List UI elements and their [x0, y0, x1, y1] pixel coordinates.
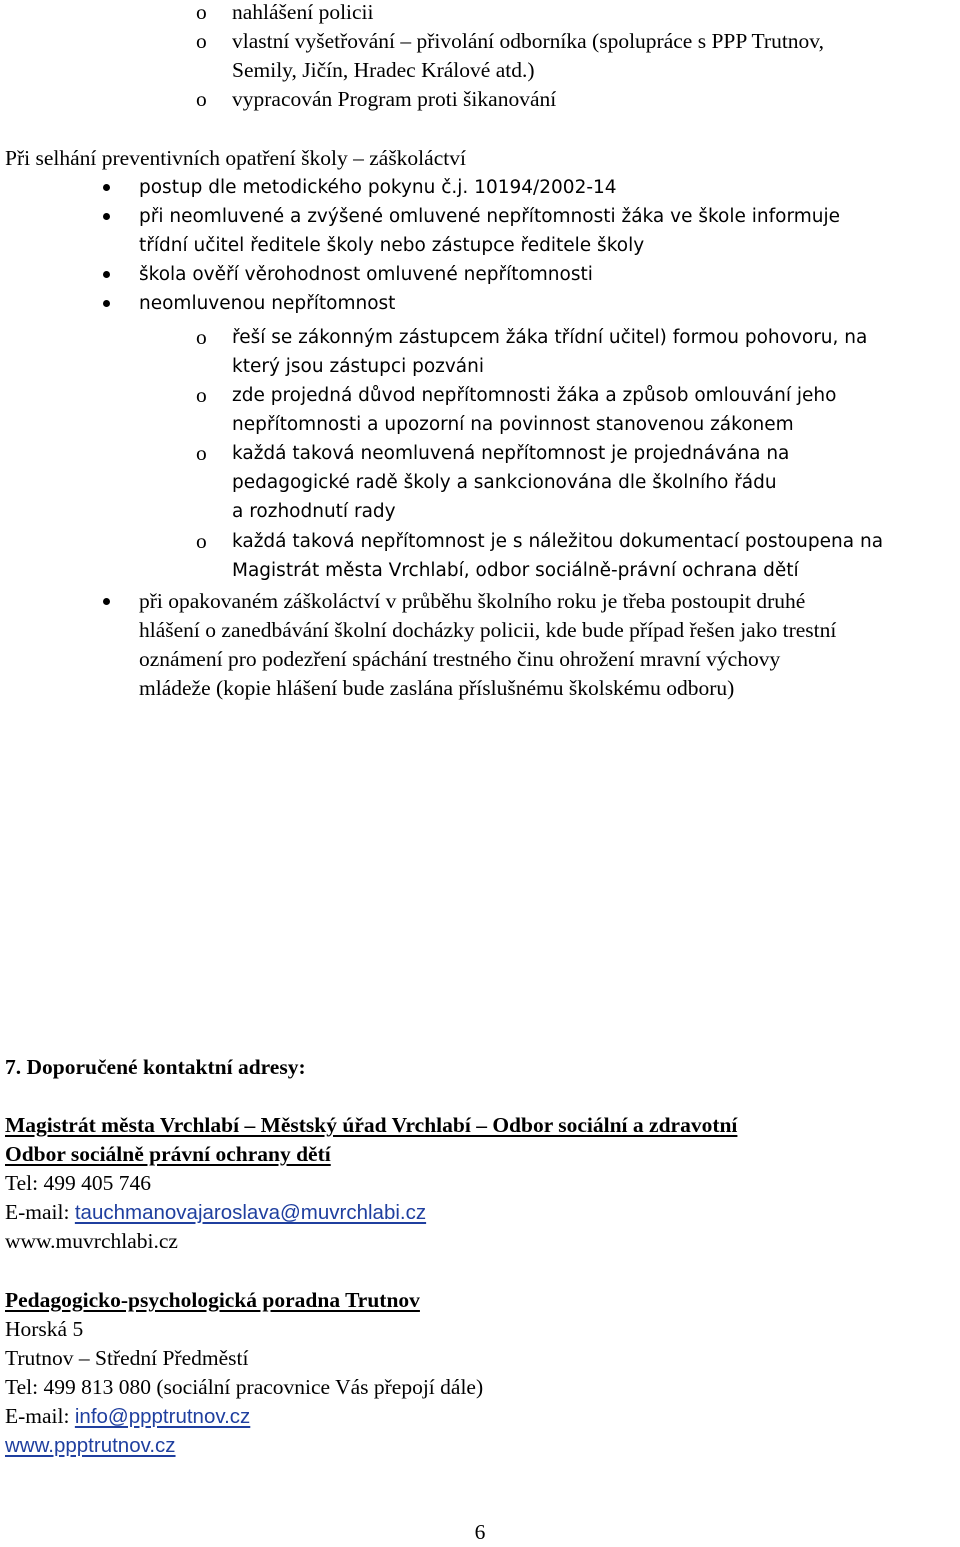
- page-number: 6: [474, 1520, 486, 1544]
- list-item-continuation: Semily, Jičín, Hradec Králové atd.): [232, 58, 535, 82]
- sublist-item-continuation: nepřítomnosti a upozorní na povinnost stanovenou zákonem: [232, 414, 794, 435]
- sublist-item: každá taková nepřítomnost je s náležitou dokumentací postoupena na: [232, 531, 884, 552]
- sublist-item: každá taková neomluvená nepřítomnost je projednávána na: [232, 443, 790, 464]
- bullet-item: postup dle metodického pokynu č.j. 10194/2002-14: [139, 177, 617, 198]
- list-marker: o: [196, 0, 207, 24]
- list-marker: o: [196, 87, 207, 111]
- bullet-item-continuation: hlášení o zanedbávání školní docházky policii, kde bude případ řešen jako trestní: [139, 618, 837, 642]
- contact-department: Odbor sociálně právní ochrany dětí: [5, 1142, 331, 1166]
- contact-street: Horská 5: [5, 1317, 84, 1341]
- sublist-marker: o: [196, 441, 207, 465]
- bullet-item: při opakovaném záškoláctví v průběhu školního roku je třeba postoupit druhé: [139, 589, 806, 613]
- list-item: vypracován Program proti šikanování: [232, 87, 557, 111]
- contact-web-row: [5, 1431, 176, 1460]
- sublist-marker: o: [196, 529, 207, 553]
- contact-web: www.muvrchlabi.cz: [5, 1229, 178, 1253]
- sublist-marker: o: [196, 383, 207, 407]
- section-heading: [5, 1053, 306, 1082]
- contact-city: Trutnov – Střední Předměstí: [5, 1346, 249, 1370]
- sublist-item: řeší se zákonným zástupcem žáka třídní učitel) formou pohovoru, na: [232, 327, 868, 348]
- email-link[interactable]: info@ppptrutnov.cz: [74, 1405, 251, 1428]
- list-marker: o: [196, 29, 207, 53]
- contact-name: Pedagogicko-psychologická poradna Trutnov: [5, 1288, 420, 1312]
- sublist-item-continuation: který jsou zástupci pozváni: [232, 356, 485, 377]
- sublist-item: zde projedná důvod nepřítomnosti žáka a způsob omlouvání jeho: [232, 385, 837, 406]
- list-item: nahlášení policii: [232, 0, 374, 24]
- bullet-marker: [103, 300, 110, 307]
- contact-email-row: [5, 1198, 426, 1227]
- email-link[interactable]: tauchmanovajaroslava@muvrchlabi.cz: [74, 1201, 427, 1224]
- list-item: vlastní vyšetřování – přivolání odborníka (spolupráce s PPP Trutnov,: [232, 29, 825, 53]
- sublist-item-continuation: pedagogické radě školy a sankcionována dle školního řádu: [232, 472, 777, 493]
- email-label: E-mail:: [5, 1200, 75, 1224]
- bullet-item: škola ověří věrohodnost omluvené nepřítomnosti: [139, 264, 593, 285]
- sublist-item-continuation: Magistrát města Vrchlabí, odbor sociálně-právní ochrana dětí: [232, 560, 799, 581]
- bullet-item-continuation: oznámení pro podezření spáchání trestného činu ohrožení mravní výchovy: [139, 647, 781, 671]
- bullet-marker: [103, 271, 110, 278]
- contact-name: Magistrát města Vrchlabí – Městský úřad Vrchlabí – Odbor sociální a zdravotní: [5, 1113, 738, 1137]
- email-label: E-mail:: [5, 1404, 75, 1428]
- sublist-marker: o: [196, 325, 207, 349]
- bullet-item-continuation: mládeže (kopie hlášení bude zaslána příslušnému školskému odboru): [139, 676, 735, 700]
- sublist-item-continuation: a rozhodnutí rady: [232, 501, 396, 522]
- section-title: Doporučené kontaktní adresy:: [26, 1055, 306, 1079]
- bullet-marker: [103, 213, 110, 220]
- bullet-marker: [103, 184, 110, 191]
- bullet-item: při neomluvené a zvýšené omluvené nepřítomnosti žáka ve škole informuje: [139, 206, 841, 227]
- bullet-item-continuation: třídní učitel ředitele školy nebo zástupce ředitele školy: [139, 235, 645, 256]
- contact-email-row: [5, 1402, 250, 1431]
- contact-tel: Tel: 499 405 746: [5, 1171, 151, 1195]
- section-number: 7.: [5, 1055, 22, 1079]
- section-intro: Při selhání preventivních opatření školy – záškoláctví: [5, 146, 466, 170]
- web-link[interactable]: www.ppptrutnov.cz: [5, 1434, 176, 1457]
- contact-tel: Tel: 499 813 080 (sociální pracovnice Vás přepojí dále): [5, 1375, 484, 1399]
- bullet-marker: [103, 598, 110, 605]
- bullet-item: neomluvenou nepřítomnost: [139, 293, 396, 314]
